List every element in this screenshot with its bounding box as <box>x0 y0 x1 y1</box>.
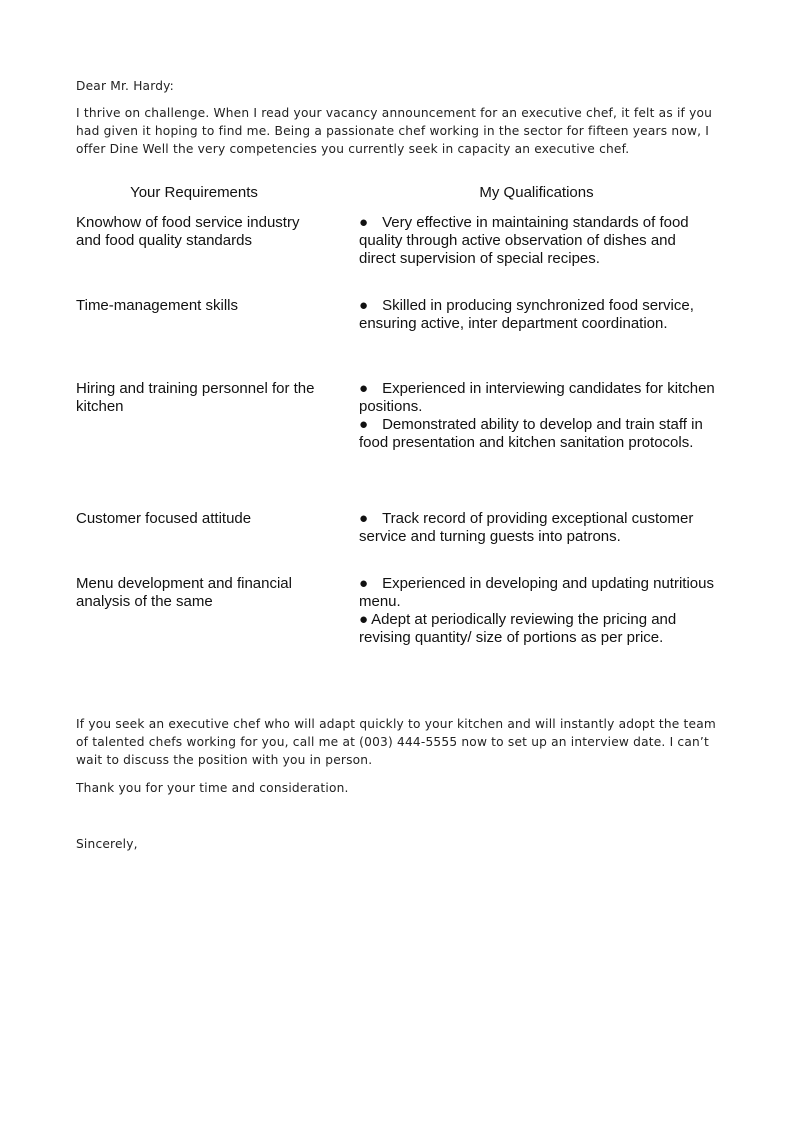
requirement-cell: Hiring and training personnel for the kitchen <box>76 380 315 415</box>
salutation: Dear Mr. Hardy: <box>76 79 174 93</box>
qualification-text: Demonstrated ability to develop and train staff in food presentation and kitchen sanitation protocols. <box>359 416 703 451</box>
requirement-cell: Menu development and financial analysis of the same <box>76 575 292 610</box>
bullet-icon: ● <box>359 214 369 231</box>
qualification-item <box>359 575 716 611</box>
bullet-icon: ● <box>359 416 369 433</box>
qualification-cell <box>359 575 716 647</box>
qualification-text: Experienced in developing and updating nutritious menu. <box>359 575 714 610</box>
bullet-icon: ● <box>359 297 369 314</box>
requirement-cell: Knowhow of food service industry and food quality standards <box>76 214 300 249</box>
qualification-text: Skilled in producing synchronized food service, ensuring active, inter department coordination. <box>359 297 694 332</box>
requirements-header: Your Requirements <box>130 184 258 201</box>
qualification-text: Track record of providing exceptional customer service and turning guests into patrons. <box>359 510 694 545</box>
qualifications-header: My Qualifications <box>479 184 594 201</box>
qualification-text: Experienced in interviewing candidates for kitchen positions. <box>359 380 715 415</box>
requirement-cell: Customer focused attitude <box>76 510 252 527</box>
qualification-item <box>359 380 716 416</box>
qualification-cell <box>359 297 716 333</box>
qualification-item <box>359 611 716 647</box>
qualification-text: Very effective in maintaining standards of food quality through active observation of dishes and direct supervision of special recipes. <box>359 214 689 267</box>
bullet-icon: ● <box>359 510 369 527</box>
bullet-icon: ● <box>359 380 369 397</box>
qualification-cell <box>359 510 716 546</box>
qualification-cell <box>359 214 716 268</box>
bullet-icon: ● <box>359 575 369 592</box>
bullet-icon: ● <box>359 611 369 628</box>
qualification-item <box>359 510 716 546</box>
qualification-text: Adept at periodically reviewing the pricing and revising quantity/ size of portions as per price. <box>359 611 677 646</box>
closing-paragraph: If you seek an executive chef who will adapt quickly to your kitchen and will instantly adopt the team of talented chefs working for you, call me at (003) 444-5555 now to set up an interview date. I can’t wait to discuss the position with you in person. <box>76 717 716 767</box>
requirement-cell: Time-management skills <box>76 297 238 314</box>
qualification-item <box>359 297 716 333</box>
thanks-line: Thank you for your time and consideration. <box>76 781 349 795</box>
qualification-cell <box>359 380 716 452</box>
intro-paragraph: I thrive on challenge. When I read your vacancy announcement for an executive chef, it felt as if you had given it hoping to find me. Being a passionate chef working in the sector for fifteen years now, I offer Dine Well the very competencies you currently seek in capacity an executive chef. <box>76 106 713 156</box>
qualification-item <box>359 416 716 452</box>
qualification-item <box>359 214 716 268</box>
signoff: Sincerely, <box>76 837 138 851</box>
